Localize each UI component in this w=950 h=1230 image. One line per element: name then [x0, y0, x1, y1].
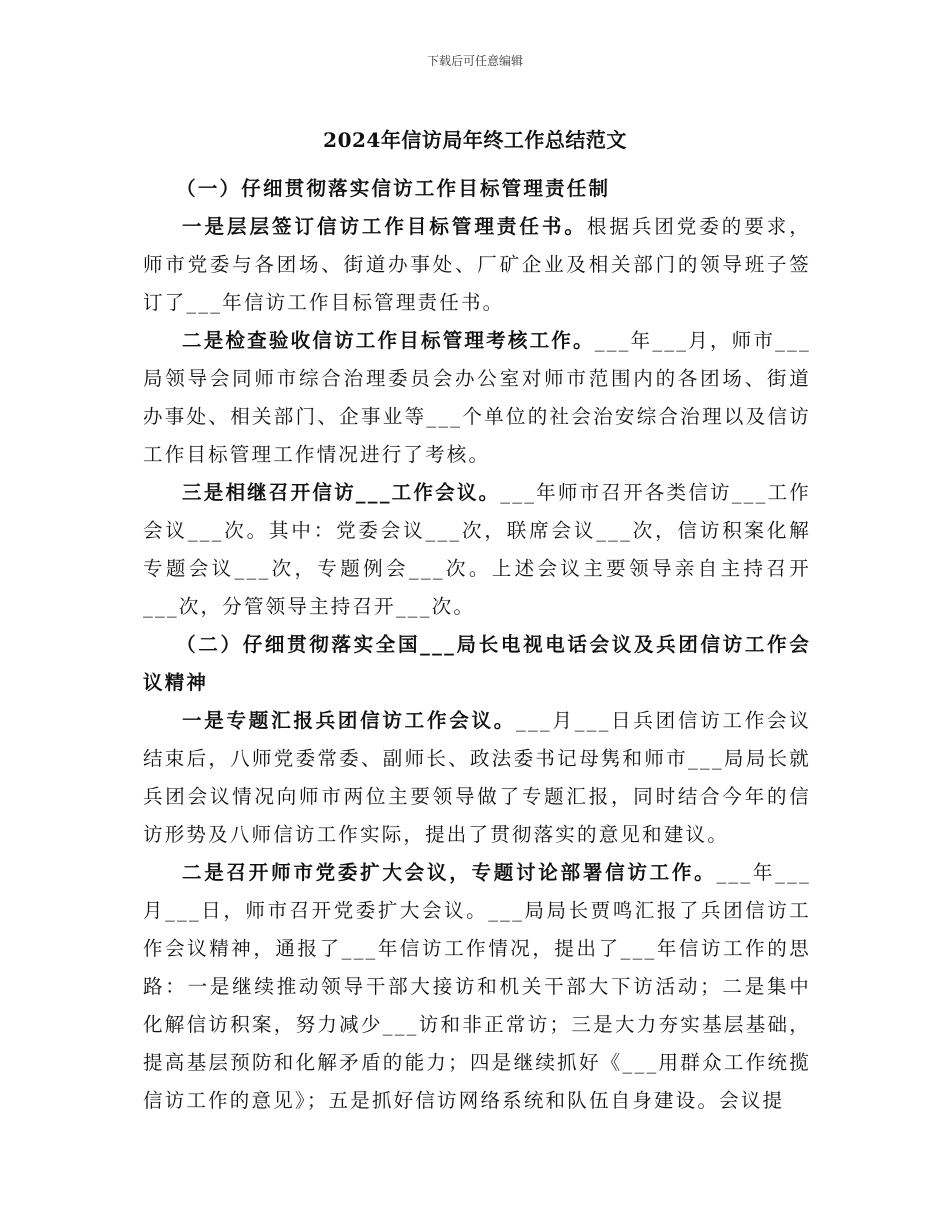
- document-title: 2024年信访局年终工作总结范文: [323, 128, 627, 152]
- paragraph-text: ___年师市召开各类信访___工作会议___次。其中：党委会议___次，联席会议___次，信访积案化解专题会议___次，专题例会___次。上述会议主要领导亲自主持召开___次，分管领导主持召开___次。: [143, 481, 811, 618]
- paragraph-2: [143, 322, 811, 474]
- paragraph-lead: 一是层层签订信访工作目标管理责任书。: [182, 215, 587, 238]
- paragraph-1: [143, 208, 811, 322]
- section-heading-1: （一）仔细贯彻落实信访工作目标管理责任制: [176, 177, 611, 200]
- paragraph-text: ___年___月___日，师市召开党委扩大会议。___局局长贾鸣汇报了兵团信访工作会议精神，通报了___年信访工作情况，提出了___年信访工作的思路：一是继续推动领导干部大接访和机关干部大下访活动；二是集中化解信访积案，努力减少___访和非正常访；三是大力夯实基层基础，提高基层预防和化解矛盾的能力；四是继续抓好《___用群众工作统揽信访工作的意见》；五是抓好信访网络系统和队伍自身建设。会议提: [143, 861, 811, 1112]
- header-note: 下载后可任意编辑: [426, 54, 523, 68]
- paragraph-3: [143, 474, 811, 626]
- paragraph-5: [143, 854, 811, 1120]
- paragraph-text: ___月___日兵团信访工作会议结束后，八师党委常委、副师长、政法委书记母隽和师市___局局长就兵团会议情况向师市两位主要领导做了专题汇报，同时结合今年的信访形势及八师信访工作实际，提出了贯彻落实的意见和建议。: [143, 709, 811, 846]
- section-heading-2: （二）仔细贯彻落实全国___局长电视电话会议及兵团信访工作会议精神: [143, 633, 811, 694]
- paragraph-lead: 一是专题汇报兵团信访工作会议。: [182, 709, 517, 732]
- paragraph-text: 根据兵团党委的要求，师市党委与各团场、街道办事处、厂矿企业及相关部门的领导班子签订了___年信访工作目标管理责任书。: [143, 215, 811, 314]
- paragraph-4: [143, 702, 811, 854]
- paragraph-lead: 三是相继召开信访___工作会议。: [182, 481, 501, 504]
- document-body: [143, 170, 811, 1120]
- paragraph-text: ___年___月，师市___局领导会同师市综合治理委员会办公室对师市范围内的各团场、街道办事处、相关部门、企事业等___个单位的社会治安综合治理以及信访工作目标管理工作情况进行了考核。: [143, 329, 811, 466]
- paragraph-lead: 二是检查验收信访工作目标管理考核工作。: [182, 329, 595, 352]
- paragraph-lead: 二是召开师市党委扩大会议，专题讨论部署信访工作。: [182, 861, 717, 884]
